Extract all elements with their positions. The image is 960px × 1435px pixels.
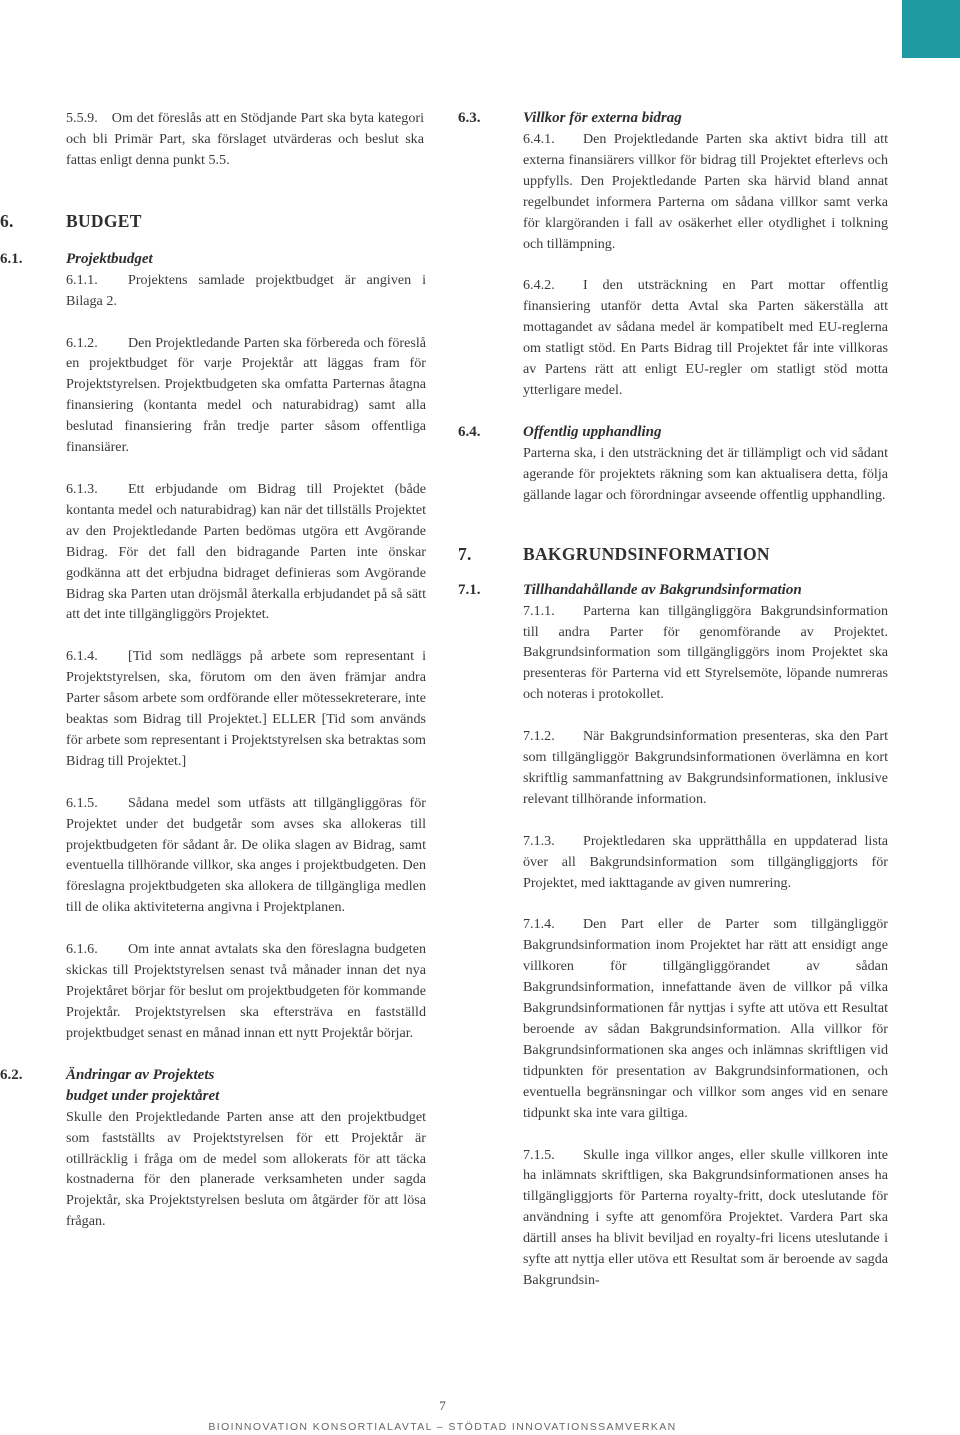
subsection-heading-projektbudget [0,249,426,270]
paragraph-text: 5.5.9. Om det föreslås att en Stödjande Part ska byta kategori och bli Primär Part, ska förslaget utvärderas och beslut ska fattas enligt denna punkt 5.5. [66,110,424,168]
paragraph-6-2 [0,1107,426,1232]
paragraph-text: Projektledaren ska upprätthålla en uppdaterad lista över all Bakgrundsinformation som tillgängliggjorts för Projektet, med iakttagande av given numrering. [523,832,888,891]
paragraph-text: Projektens samlade projektbudget är angiven i Bilaga 2. [66,271,426,309]
paragraph-6-1-6 [0,939,426,1044]
paragraph-text: Den Projektledande Parten ska aktivt bidra till att externa finansiärers villkor för bidrag till Projektet efterlevs och uppfylls. Den Projektledande Parten ska härvid bland annat regelbundet informera Parterna om sådana villkor samt verka för klargöranden i fall av osäkerhet eller otydlighet i tolkning och tillämpning. [523,131,888,252]
paragraph-6-1-5 [0,793,426,918]
paragraph-text: Sådana medel som utfästs att tillgängliggöras för Projektet under det budgetår som avses ska allokeras till projektbudgeten för sådant år. De olika slagen av Bidrag, samt eventuella tillhörande villkor, ska anges i projektbudgeten. Den föreslagna projektbudgeten ska allokera de tillgängliga medlen till de olika aktiviteterna angivna i Projektplanen. [66,794,426,916]
paragraph-text: Ett erbjudande om Bidrag till Projektet (både kontanta medel och naturabidrag) kan när det tillställs Projektet av den Projektledande Parten bedömas utgöra ett Avgörande Bidrag. För det fall den bidragande Parten inte önskar godkänna att det erbjudna bidraget definieras som Avgörande Bidrag ska Parten utan dröjsmål återkalla erbjudandet på så sätt att det inte tillgängliggörs Projektet. [66,480,426,623]
paragraph-number: 6.1.4. [66,648,98,665]
paragraph-6-1-1 [0,270,426,312]
subsection-number: 6.3. [458,110,481,126]
subsection-heading-external-grants [458,108,888,129]
paragraph-6-1-4 [0,646,426,771]
paragraph-6-1-2 [0,333,426,458]
paragraph-number: 6.1.3. [66,480,98,497]
paragraph-7-1-1 [458,601,888,706]
subsection-number: 6.4. [458,423,481,440]
paragraph-text: Skulle inga villkor anges, eller skulle villkoren inte ha inlämnats skriftligen, ska Bakgrundsinformationen anses ha tillgängliggjorts för Parterna royalty-fritt, dock uteslutande för användning i syfte att genomföra Projektet. Vardera Part ska därtill anses ha blivit beviljad en royalty-fri licens uteslutande i syfte att nyttja eller utöva ett Resultat som är beroende av sagda Bakgrundsin- [523,1146,888,1288]
paragraph-number: 6.1.1. [66,271,98,288]
section-title: BUDGET [66,210,142,231]
paragraph-text: Parterna kan tillgängliggöra Bakgrundsinformation till andra Parter för genomförande av Projektet. Bakgrundsinformation som tillgängliggörs inom Projektet ska presenteras för Parterna vid ett Styrelsemöte, löpande numreras och noteras i protokollet. [523,602,888,703]
paragraph-6-1-3 [0,479,426,625]
paragraph-7-1-4 [458,914,888,1123]
right-column [458,108,888,1291]
paragraph-text: Parterna ska, i den utsträckning det är tillämpligt och vid sådant agerande för projektets räkning som kan aktualisera detta, följa gällande lagar och förordningar avseende offentlig upphandling. [523,444,888,503]
paragraph-7-1-2 [458,726,888,810]
paragraph-text: Skulle den Projektledande Parten anse att den projektbudget som fastställts av Projektstyrelsen för ett Projektår är otillräcklig i fråga om de medel som allokerats för att täcka kostnaderna för den planerade verksamheten under sagda Projektår, ska Projektstyrelsen besluta om åtgärder för att lösa frågan. [66,1108,426,1230]
paragraph-text: Den Part eller de Parter som tillgängliggör Bakgrundsinformation inom Projektet har rätt att ensidigt ange villkoren för tillgängliggörandet av sådan Bakgrundsinformation, innefattande även de villkor på vilka Bakgrundsinformationen får nyttjas i syfte att utöva ett Resultat beroende av sådan Bakgrundsinformation. Alla villkor för Bakgrundsinformationen ska anges och inlämnas skriftligen vid tidpunkten för presentation av Bakgrundsinformationen, och eventuella begränsningar och villkor som anges vid en senare tidpunkt ska inte vara giltiga. [523,916,888,1121]
left-column [0,108,426,1232]
subsection-number: 6.1. [0,250,23,267]
section-heading-background-info [458,544,888,570]
paragraph-text: Om inte annat avtalats ska den föreslagna budgeten skickas till Projektstyrelsen senast två månader innan det nya Projektåret börjar för beslut om projektbudgeten för kommande Projektår. Projektstyrelsen ska eftersträva en fastställd projektbudget senast en månad innan ett nytt Projektår börjar. [66,941,426,1041]
paragraph-number: 7.1.2. [523,728,555,745]
section-heading-budget [0,211,426,237]
footer-title: BIOINNOVATION KONSORTIALAVTAL – STÖDTAD INNOVATIONSSAMVERKAN [208,1421,677,1433]
subsection-title: Projektbudget [66,250,153,267]
subsection-title-line-1: Ändringar av Projektets [66,1066,215,1083]
subsection-title: Tillhandahållande av Bakgrundsinformation [523,581,802,598]
paragraph-number: 6.1.2. [66,334,98,351]
subsection-number: 7.1. [458,581,481,598]
paragraph-number: 6.4.1. [523,131,555,147]
paragraph-6-4 [458,443,888,506]
paragraph-number: 6.1.6. [66,941,98,958]
paragraph-number: 7.1.4. [523,916,555,933]
subsection-heading-public-procurement [458,422,888,443]
subsection-number: 6.2. [0,1066,23,1083]
paragraph-number: 6.1.5. [66,794,98,811]
paragraph-6-4-2 [458,275,888,400]
paragraph-number: 7.1.1. [523,602,555,619]
corner-accent-block [902,0,960,58]
subsection-title: Villkor för externa bidrag [523,110,682,126]
paragraph-6-4-1 [458,129,888,254]
paragraph-number: 7.1.5. [523,1146,555,1163]
paragraph-number: 6.4.2. [523,277,555,294]
paragraph-text: I den utsträckning en Part mottar offentlig finansiering utanför detta Avtal ska Parten säkerställa att mottagandet av sådana medel är kompatibelt med EU-reglerna om statligt stöd. En Parts Bidrag till Projektet får inte villkoras av Partens rätt att enligt EU-regler om statligt stöd motta ytterligare medel. [523,277,888,398]
paragraph-text: När Bakgrundsinformation presenteras, ska den Part som tillgängliggör Bakgrundsinformationen överlämna en kort skriftlig sammanfattning av Bakgrundsinformationen, inklusive relevant tillhörande information. [523,728,888,807]
subsection-title: Offentlig upphandling [523,423,662,440]
subsection-heading-provision [458,580,888,601]
subsection-title-line-2: budget under projektåret [66,1087,220,1104]
paragraph-5-5-9 [0,108,426,171]
paragraph-text: Den Projektledande Parten ska förbereda och föreslå en projektbudget för varje Projektår att läggas fram för Projektstyrelsen. Projektbudgeten ska omfatta Parternas åtagna finansiering (kontanta medel och naturabidrag) samt alla beslutad finansiering från tredje parter såsom offentliga finansiärer. [66,334,426,456]
page-number: 7 [439,1398,446,1413]
paragraph-7-1-3 [458,831,888,894]
paragraph-text: [Tid som nedläggs på arbete som representant i Projektstyrelsen, ska, förutom om den även främjar andra Parter såsom arbete som ordförande eller mötessekreterare, inte beaktas som Bidrag till Projektet.] ELLER [Tid som används för arbete som representant i Projektstyrelsen ska betraktas som Bidrag till Projektet.] [66,648,426,769]
section-number: 6. [0,210,14,231]
subsection-heading-budget-changes [0,1065,426,1107]
section-number: 7. [458,543,472,564]
paragraph-7-1-5 [458,1145,888,1291]
paragraph-number: 7.1.3. [523,832,555,849]
section-title: BAKGRUNDSINFORMATION [523,543,770,564]
